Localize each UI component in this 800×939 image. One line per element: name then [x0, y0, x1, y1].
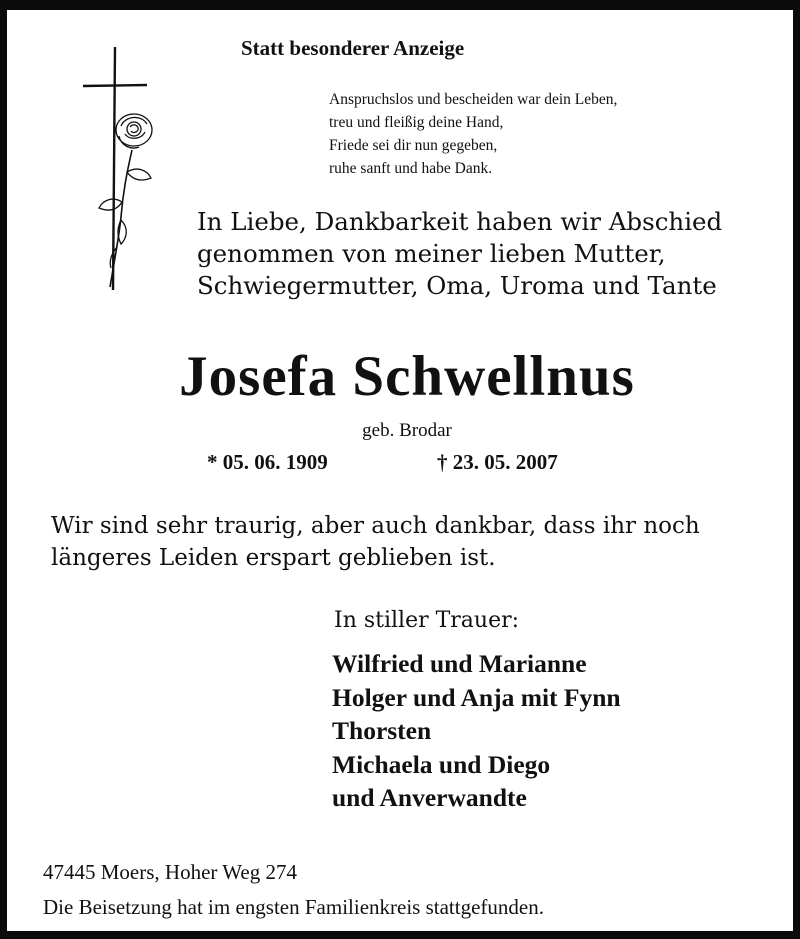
- verse-line: treu und fleißig deine Hand,: [329, 114, 504, 131]
- intro-line: genommen von meiner lieben Mutter,: [197, 239, 666, 268]
- mourner-name: Michaela und Diego: [332, 749, 551, 779]
- memorial-verse: [329, 88, 617, 180]
- mourner-name: Holger und Anja mit Fynn: [332, 682, 621, 712]
- birth-date: * 05. 06. 1909: [207, 450, 328, 474]
- verse-line: Friede sei dir nun gegeben,: [329, 137, 498, 154]
- mourner-name: Wilfried und Marianne: [332, 649, 587, 678]
- death-date: † 23. 05. 2007: [437, 450, 558, 474]
- address: 47445 Moers, Hoher Weg 274: [43, 860, 297, 884]
- intro-text: [197, 206, 722, 302]
- mourning-label: In stiller Trauer:: [334, 608, 520, 633]
- birth-name: geb. Brodar: [362, 420, 452, 441]
- verse-line: Anspruchslos und bescheiden war dein Leben,: [329, 91, 618, 108]
- intro-line: In Liebe, Dankbarkeit haben wir Abschied: [197, 207, 723, 236]
- mourner-name: Thorsten: [332, 716, 432, 745]
- message-line: längeres Leiden erspart geblieben ist.: [51, 545, 496, 571]
- mourner-name: und Anverwandte: [332, 783, 527, 812]
- condolence-message: [51, 510, 700, 574]
- intro-line: Schwiegermutter, Oma, Uroma und Tante: [197, 271, 717, 300]
- message-line: Wir sind sehr traurig, aber auch dankbar, dass ihr noch: [51, 513, 700, 539]
- cross-with-rose-icon: [77, 42, 167, 296]
- burial-note: Die Beisetzung hat im engsten Familienkreis stattgefunden.: [43, 895, 544, 919]
- mourners-list: [332, 647, 621, 815]
- verse-line: ruhe sanft und habe Dank.: [329, 160, 493, 177]
- notice-header: Statt besonderer Anzeige: [241, 36, 465, 60]
- deceased-name: Josefa Schwellnus: [179, 345, 635, 408]
